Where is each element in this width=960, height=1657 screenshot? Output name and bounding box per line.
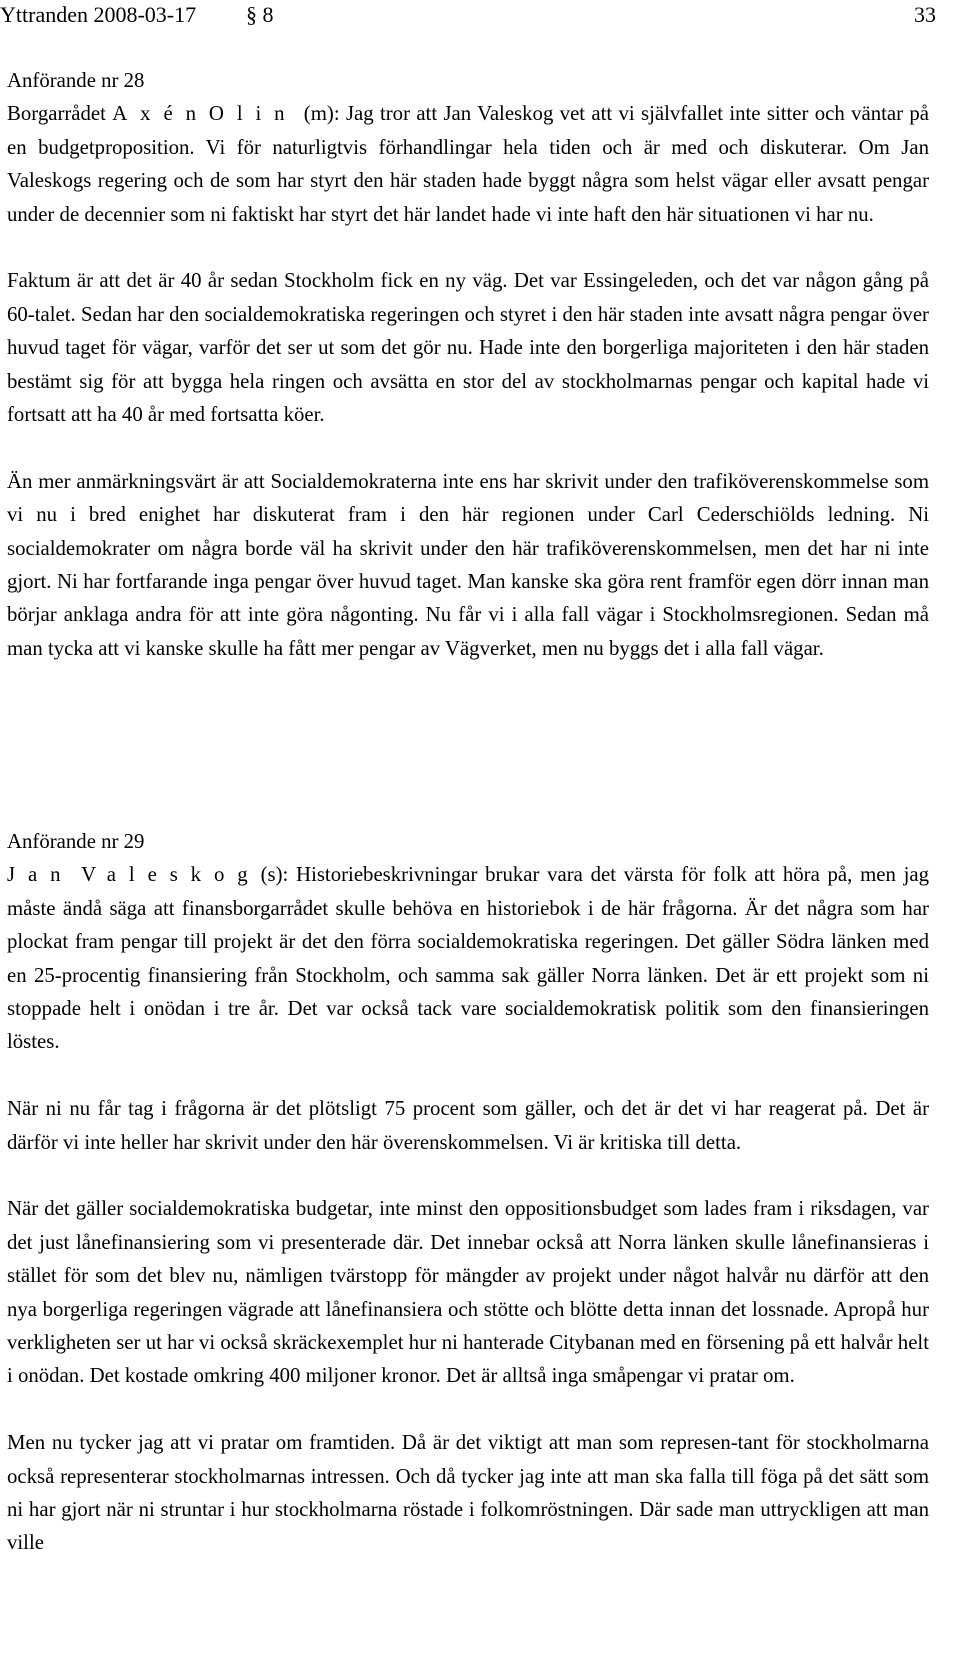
speech-opening xyxy=(7,858,929,1058)
speaker-first-name: Jan xyxy=(7,863,74,887)
header-paragraph: § 8 xyxy=(246,2,274,27)
speech-28 xyxy=(7,64,929,665)
speech-title: Anförande nr 28 xyxy=(7,69,145,92)
speaker-last-name: Olin xyxy=(208,102,298,126)
speaker-first-name: Axén xyxy=(112,102,209,126)
page-number: 33 xyxy=(914,2,936,27)
speech-29 xyxy=(7,825,929,1560)
speaker-party: (m): xyxy=(303,102,340,126)
opening-text: Historiebeskrivningar brukar vara det värsta för folk att höra på, men jag måste ändå säga att finansborgarrådet skulle behöva en historiebok i de här frågorna. Är det några som har plockat fram pengar till projekt är det den förra socialdemokratiska regeringen. Det gäller Södra länken med en 25-procentig finansiering från Stockholm, och samma sak gäller Norra länken. Det är ett projekt som ni stoppade helt i onödan i tre år. Det var också tack vare socialdemokratisk politik som den finansieringen löstes. xyxy=(7,863,930,1054)
header-date: Yttranden 2008-03-17 xyxy=(0,2,197,27)
opening-text: Jag tror att Jan Valeskog vet att vi självfallet inte sitter och väntar på en budgetproposition. Vi för naturligtvis förhandlingar hela tiden och är med och diskuterar. Om Jan Valeskogs regering och de som har styrt den här staden hade byggt några som helst vägar eller avsatt pengar under de decennier som ni faktiskt har styrt det här landet hade vi inte haft den här situationen vi har nu. xyxy=(7,102,929,226)
speech-opening xyxy=(7,97,929,231)
speaker-last-name: Valeskog xyxy=(81,863,261,887)
page-header xyxy=(0,0,940,33)
paragraph: När det gäller socialdemokratiska budgetar, inte minst den oppositionsbudget som lades fram i riksdagen, var det just lånefinansiering som vi presenterade där. Det innebar också att Norra länken skulle lånefinansieras i stället för som det blev nu, nämligen tvärstopp för mängder av projekt under något halvår nu därför att den nya borgerliga regeringen vägrade att lånefinansiera och stötte och blötte detta innan det lossnade. Apropå hur verkligheten ser ut har vi också skräckexemplet hur ni hanterade Citybanan med en försening på ett halvår helt i onödan. Det kostade omkring 400 miljoner kronor. Det är alltså inga småpengar vi pratar om. xyxy=(7,1197,929,1388)
speech-title: Anförande nr 29 xyxy=(7,830,145,853)
paragraph: Än mer anmärkningsvärt är att Socialdemokraterna inte ens har skrivit under den trafiköverenskommelse som vi nu i bred enighet har diskuterat fram i den här regionen under Carl Cederschiölds ledning. Ni socialdemokrater om några borde väl ha skrivit under den här trafiköverenskommelsen, men det har ni inte gjort. Ni har fortfarande inga pengar över huvud taget. Man kanske ska göra rent framför egen dörr innan man börjar anklaga andra för att inte göra någonting. Nu får vi i alla fall vägar i Stockholmsregionen. Sedan må man tycka att vi kanske skulle ha fått mer pengar av Vägverket, men nu byggs det i alla fall vägar. xyxy=(7,469,929,660)
paragraph: Faktum är att det är 40 år sedan Stockholm fick en ny väg. Det var Essingeleden, och det var någon gång på 60-talet. Sedan har den socialdemokratiska regeringen och styret i den här staden inte avsatt några pengar över huvud taget för vägar, varför det ser ut som det gör nu. Hade inte den borgerliga majoriteten i den här staden bestämt sig för att bygga hela ringen och avsätta en stor del av stockholmarnas pengar och kapital hade vi fortsatt att ha 40 år med fortsatta köer. xyxy=(7,269,929,427)
speaker-role: Borgarrådet xyxy=(7,102,106,126)
paragraph: Men nu tycker jag att vi pratar om framtiden. Då är det viktigt att man som represen-tant för stockholmarna också representerar stockholmarnas intressen. Och då tycker jag inte att man ska falla till föga på det sätt som ni har gjort när ni struntar i hur stockholmarna röstade i folkomröstningen. Där sade man uttryckligen att man ville xyxy=(7,1431,929,1555)
paragraph: När ni nu får tag i frågorna är det plötsligt 75 procent som gäller, och det är det vi har reagerat på. Det är därför vi inte heller har skrivit under den här överenskommelsen. Vi är kritiska till detta. xyxy=(7,1097,929,1154)
speaker-party: (s): xyxy=(260,863,289,887)
